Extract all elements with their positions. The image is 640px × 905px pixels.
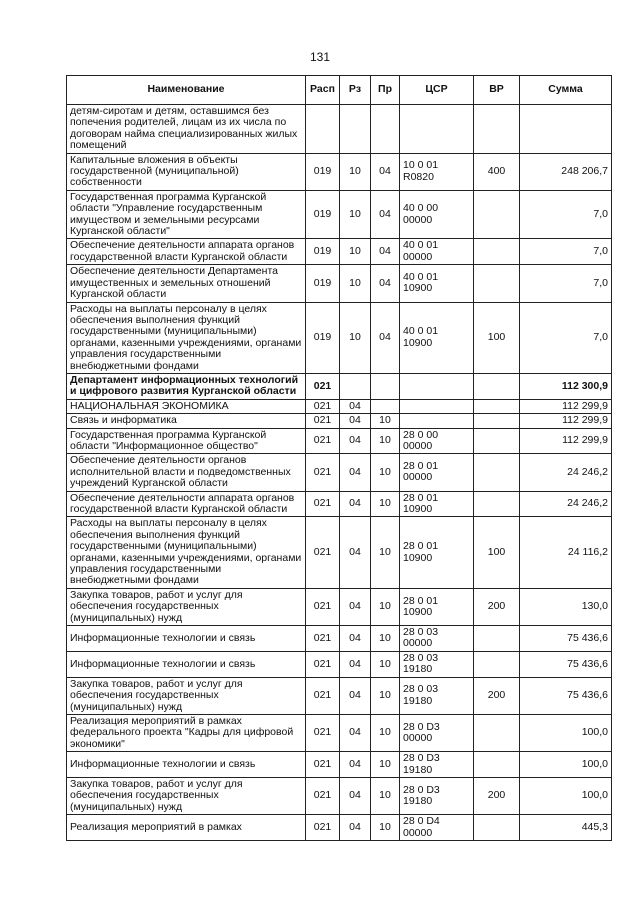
cell-csr (400, 373, 474, 399)
cell-rz: 04 (340, 428, 371, 454)
header-rasp: Расп (306, 76, 340, 105)
cell-name: Государственная программа Курганской области "Информационное общество" (67, 428, 306, 454)
header-vr: ВР (474, 76, 520, 105)
cell-csr: 10 0 01 R0820 (400, 153, 474, 190)
table-row (67, 815, 612, 841)
cell-name: Реализация мероприятий в рамках федерального проекта "Кадры для цифровой экономики" (67, 714, 306, 751)
cell-vr (474, 714, 520, 751)
cell-name: Информационные технологии и связь (67, 626, 306, 652)
cell-rasp: 021 (306, 373, 340, 399)
cell-name: Капитальные вложения в объекты государственной (муниципальной) собственности (67, 153, 306, 190)
cell-vr (474, 428, 520, 454)
cell-pr: 04 (371, 265, 400, 302)
cell-name: Обеспечение деятельности аппарата органов государственной власти Курганской области (67, 491, 306, 517)
cell-sum: 112 299,9 (520, 399, 612, 413)
cell-csr: 28 0 01 10900 (400, 491, 474, 517)
cell-sum: 75 436,6 (520, 651, 612, 677)
cell-rz: 10 (340, 153, 371, 190)
cell-pr: 10 (371, 491, 400, 517)
cell-rz: 04 (340, 752, 371, 778)
cell-csr: 40 0 01 10900 (400, 302, 474, 373)
table-row (67, 239, 612, 265)
cell-rz (340, 105, 371, 154)
cell-rasp: 021 (306, 428, 340, 454)
cell-sum: 112 299,9 (520, 428, 612, 454)
cell-rasp: 019 (306, 302, 340, 373)
cell-rz: 04 (340, 815, 371, 841)
table-body (67, 105, 612, 841)
cell-csr: 40 0 00 00000 (400, 190, 474, 239)
table-header-row (67, 76, 612, 105)
cell-vr: 200 (474, 677, 520, 714)
cell-rasp: 019 (306, 239, 340, 265)
cell-sum: 100,0 (520, 777, 612, 814)
cell-pr: 10 (371, 752, 400, 778)
cell-rz: 04 (340, 588, 371, 625)
cell-vr (474, 190, 520, 239)
cell-rasp: 021 (306, 399, 340, 413)
cell-rz: 10 (340, 302, 371, 373)
cell-rz (340, 373, 371, 399)
cell-rasp: 021 (306, 777, 340, 814)
header-rz: Рз (340, 76, 371, 105)
cell-name: Департамент информационных технологий и цифрового развития Курганской области (67, 373, 306, 399)
cell-sum: 24 116,2 (520, 517, 612, 588)
cell-rz: 04 (340, 399, 371, 413)
cell-sum: 7,0 (520, 302, 612, 373)
cell-pr: 10 (371, 626, 400, 652)
cell-rz: 04 (340, 414, 371, 428)
table-row (67, 454, 612, 491)
cell-name: Государственная программа Курганской области "Управление государственным имуществом и земельными ресурсами Курганской области" (67, 190, 306, 239)
cell-sum: 7,0 (520, 239, 612, 265)
cell-sum: 7,0 (520, 265, 612, 302)
cell-name: НАЦИОНАЛЬНАЯ ЭКОНОМИКА (67, 399, 306, 413)
cell-rasp: 019 (306, 153, 340, 190)
table-row (67, 153, 612, 190)
cell-csr: 28 0 03 19180 (400, 651, 474, 677)
cell-name: Информационные технологии и связь (67, 651, 306, 677)
table-row (67, 752, 612, 778)
cell-rz: 04 (340, 777, 371, 814)
cell-rasp: 021 (306, 714, 340, 751)
table-row (67, 399, 612, 413)
cell-sum: 24 246,2 (520, 491, 612, 517)
cell-pr: 04 (371, 153, 400, 190)
cell-vr (474, 651, 520, 677)
cell-rasp: 021 (306, 626, 340, 652)
cell-csr: 28 0 D3 00000 (400, 714, 474, 751)
cell-pr: 04 (371, 302, 400, 373)
cell-sum: 75 436,6 (520, 626, 612, 652)
cell-csr: 28 0 D4 00000 (400, 815, 474, 841)
cell-vr (474, 752, 520, 778)
cell-sum: 24 246,2 (520, 454, 612, 491)
cell-pr: 10 (371, 428, 400, 454)
cell-pr: 10 (371, 651, 400, 677)
cell-name: Расходы на выплаты персоналу в целях обеспечения выполнения функций государственными (муниципальными) органами, казенными учреждениями, органами управления государственными внебюджетными фондами (67, 302, 306, 373)
cell-pr: 04 (371, 190, 400, 239)
cell-rasp: 021 (306, 677, 340, 714)
cell-vr (474, 414, 520, 428)
cell-vr: 200 (474, 588, 520, 625)
cell-csr: 28 0 03 00000 (400, 626, 474, 652)
cell-rz: 04 (340, 454, 371, 491)
cell-rz: 04 (340, 677, 371, 714)
cell-sum: 75 436,6 (520, 677, 612, 714)
cell-vr (474, 491, 520, 517)
cell-rasp: 021 (306, 588, 340, 625)
cell-rasp: 021 (306, 651, 340, 677)
cell-csr (400, 414, 474, 428)
table-row (67, 190, 612, 239)
cell-csr: 28 0 D3 19180 (400, 752, 474, 778)
table-row (67, 105, 612, 154)
cell-vr (474, 815, 520, 841)
cell-rasp: 021 (306, 414, 340, 428)
cell-sum: 248 206,7 (520, 153, 612, 190)
cell-pr: 10 (371, 414, 400, 428)
cell-csr: 28 0 01 00000 (400, 454, 474, 491)
cell-name: Закупка товаров, работ и услуг для обеспечения государственных (муниципальных) нужд (67, 677, 306, 714)
table-row (67, 517, 612, 588)
table-row (67, 265, 612, 302)
header-pr: Пр (371, 76, 400, 105)
cell-vr: 200 (474, 777, 520, 814)
cell-pr: 10 (371, 588, 400, 625)
cell-rz: 10 (340, 190, 371, 239)
header-sum: Сумма (520, 76, 612, 105)
cell-csr: 40 0 01 10900 (400, 265, 474, 302)
cell-csr: 28 0 00 00000 (400, 428, 474, 454)
cell-name: Обеспечение деятельности органов исполнительной власти и подведомственных учреждений Курганской области (67, 454, 306, 491)
table-row (67, 428, 612, 454)
cell-sum: 445,3 (520, 815, 612, 841)
cell-rasp: 021 (306, 752, 340, 778)
cell-pr (371, 105, 400, 154)
cell-csr: 28 0 D3 19180 (400, 777, 474, 814)
cell-name: Закупка товаров, работ и услуг для обеспечения государственных (муниципальных) нужд (67, 588, 306, 625)
cell-sum: 7,0 (520, 190, 612, 239)
cell-rz: 10 (340, 239, 371, 265)
cell-sum: 100,0 (520, 714, 612, 751)
cell-vr (474, 265, 520, 302)
cell-csr: 28 0 03 19180 (400, 677, 474, 714)
cell-rasp: 021 (306, 815, 340, 841)
cell-vr: 400 (474, 153, 520, 190)
budget-table (66, 75, 612, 841)
table-row (67, 414, 612, 428)
cell-pr (371, 399, 400, 413)
cell-rasp: 021 (306, 491, 340, 517)
cell-name: Реализация мероприятий в рамках (67, 815, 306, 841)
cell-rz: 04 (340, 714, 371, 751)
cell-rasp (306, 105, 340, 154)
table-row (67, 302, 612, 373)
table-row (67, 777, 612, 814)
cell-pr: 10 (371, 777, 400, 814)
cell-vr (474, 239, 520, 265)
cell-pr: 10 (371, 714, 400, 751)
cell-rz: 10 (340, 265, 371, 302)
cell-vr: 100 (474, 302, 520, 373)
cell-vr (474, 454, 520, 491)
cell-rasp: 019 (306, 265, 340, 302)
page-number: 131 (309, 50, 331, 64)
table-row (67, 626, 612, 652)
table-row (67, 677, 612, 714)
cell-name: Связь и информатика (67, 414, 306, 428)
cell-name: Расходы на выплаты персоналу в целях обеспечения выполнения функций государственными (муниципальными) органами, казенными учреждениями, органами управления государственными внебюджетными фондами (67, 517, 306, 588)
cell-rasp: 021 (306, 454, 340, 491)
cell-name: Обеспечение деятельности Департамента имущественных и земельных отношений Курганской области (67, 265, 306, 302)
cell-pr: 10 (371, 517, 400, 588)
cell-pr: 10 (371, 677, 400, 714)
cell-sum: 112 300,9 (520, 373, 612, 399)
cell-sum: 112 299,9 (520, 414, 612, 428)
cell-vr (474, 105, 520, 154)
cell-rz: 04 (340, 491, 371, 517)
cell-sum: 130,0 (520, 588, 612, 625)
cell-rz: 04 (340, 626, 371, 652)
cell-pr (371, 373, 400, 399)
cell-vr (474, 626, 520, 652)
cell-csr: 40 0 01 00000 (400, 239, 474, 265)
cell-vr (474, 373, 520, 399)
cell-rz: 04 (340, 651, 371, 677)
header-name: Наименование (67, 76, 306, 105)
table-row (67, 714, 612, 751)
cell-name: детям-сиротам и детям, оставшимся без попечения родителей, лицам из их числа по договорам найма специализированных жилых помещений (67, 105, 306, 154)
cell-csr (400, 399, 474, 413)
cell-rasp: 019 (306, 190, 340, 239)
cell-name: Обеспечение деятельности аппарата органов государственной власти Курганской области (67, 239, 306, 265)
cell-name: Закупка товаров, работ и услуг для обеспечения государственных (муниципальных) нужд (67, 777, 306, 814)
table-row (67, 588, 612, 625)
cell-rasp: 021 (306, 517, 340, 588)
table-row (67, 491, 612, 517)
cell-sum: 100,0 (520, 752, 612, 778)
table-row (67, 373, 612, 399)
cell-vr (474, 399, 520, 413)
cell-name: Информационные технологии и связь (67, 752, 306, 778)
cell-pr: 10 (371, 815, 400, 841)
table-row (67, 651, 612, 677)
cell-pr: 04 (371, 239, 400, 265)
cell-sum (520, 105, 612, 154)
cell-vr: 100 (474, 517, 520, 588)
cell-csr (400, 105, 474, 154)
cell-csr: 28 0 01 10900 (400, 588, 474, 625)
header-csr: ЦСР (400, 76, 474, 105)
cell-rz: 04 (340, 517, 371, 588)
cell-pr: 10 (371, 454, 400, 491)
cell-csr: 28 0 01 10900 (400, 517, 474, 588)
